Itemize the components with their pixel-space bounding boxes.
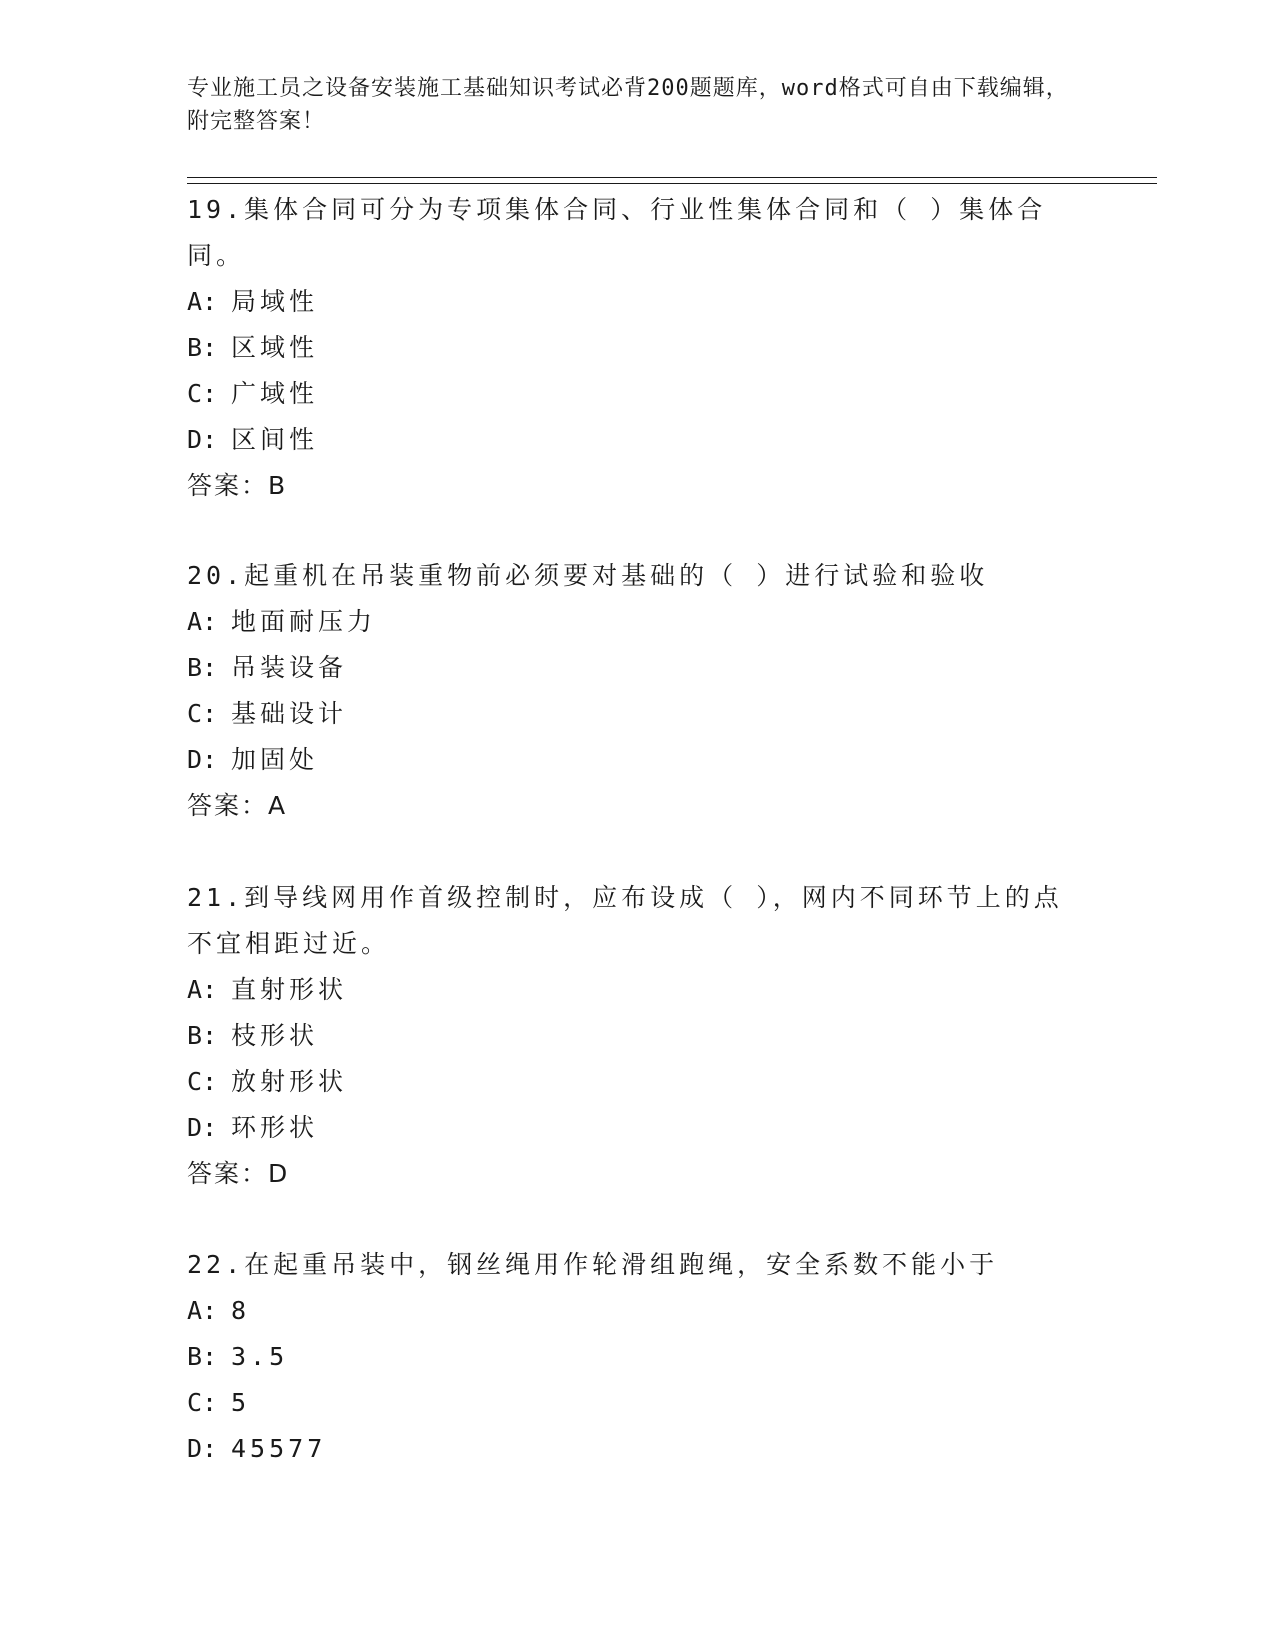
question-22 [187, 1242, 1087, 1472]
option-text: 广域性 [231, 379, 319, 408]
option-key: B: [187, 1342, 218, 1371]
header-divider-top [187, 177, 1157, 178]
option-text: 5 [231, 1388, 251, 1417]
option-text: 8 [231, 1296, 251, 1325]
option-text: 吊装设备 [231, 653, 348, 682]
option-text: 区间性 [231, 425, 319, 454]
answer: 答案：B [187, 471, 288, 500]
option-text: 45577 [231, 1434, 327, 1463]
header-divider-bottom [187, 183, 1157, 184]
option-key: A: [187, 975, 218, 1004]
option-key: A: [187, 287, 218, 316]
option-a [187, 279, 1087, 325]
option-text: 局域性 [231, 287, 319, 316]
answer: 答案：D [187, 1159, 290, 1188]
question-19 [187, 187, 1087, 509]
option-text: 放射形状 [231, 1067, 348, 1096]
option-text: 3.5 [231, 1342, 289, 1371]
option-key: A: [187, 1296, 218, 1325]
option-d [187, 1426, 1087, 1472]
question-stem: 19.集体合同可分为专项集体合同、行业性集体合同和（ ）集体合同。 [187, 195, 1047, 270]
option-text: 直射形状 [231, 975, 348, 1004]
option-c [187, 1059, 1087, 1105]
question-stem: 22.在起重吊装中，钢丝绳用作轮滑组跑绳，安全系数不能小于 [187, 1250, 999, 1279]
option-a [187, 599, 1087, 645]
option-text: 环形状 [231, 1113, 319, 1142]
option-key: B: [187, 333, 218, 362]
answer: 答案：A [187, 791, 288, 820]
option-key: C: [187, 699, 218, 728]
question-stem: 20.起重机在吊装重物前必须要对基础的（ ）进行试验和验收 [187, 561, 989, 590]
option-d [187, 1105, 1087, 1151]
option-d [187, 417, 1087, 463]
question-20 [187, 553, 1087, 829]
option-key: C: [187, 1388, 218, 1417]
option-key: A: [187, 607, 218, 636]
option-b [187, 645, 1087, 691]
option-text: 区域性 [231, 333, 319, 362]
option-c [187, 691, 1087, 737]
option-key: D: [187, 425, 218, 454]
option-key: D: [187, 1113, 218, 1142]
option-text: 加固处 [231, 745, 319, 774]
option-text: 基础设计 [231, 699, 348, 728]
option-a [187, 967, 1087, 1013]
option-c [187, 371, 1087, 417]
option-b [187, 325, 1087, 371]
question-stem: 21.到导线网用作首级控制时，应布设成（ ），网内不同环节上的点不宜相距过近。 [187, 883, 1063, 958]
option-text: 枝形状 [231, 1021, 319, 1050]
document-header: 专业施工员之设备安装施工基础知识考试必背200题题库，word格式可自由下载编辑，附完整答案！ [187, 76, 1069, 134]
document-page [187, 0, 1157, 1650]
question-21 [187, 875, 1087, 1197]
option-key: D: [187, 1434, 218, 1463]
option-a [187, 1288, 1087, 1334]
option-c [187, 1380, 1087, 1426]
option-b [187, 1013, 1087, 1059]
option-key: B: [187, 653, 218, 682]
option-key: C: [187, 1067, 218, 1096]
option-d [187, 737, 1087, 783]
option-text: 地面耐压力 [231, 607, 377, 636]
option-b [187, 1334, 1087, 1380]
option-key: B: [187, 1021, 218, 1050]
option-key: D: [187, 745, 218, 774]
option-key: C: [187, 379, 218, 408]
